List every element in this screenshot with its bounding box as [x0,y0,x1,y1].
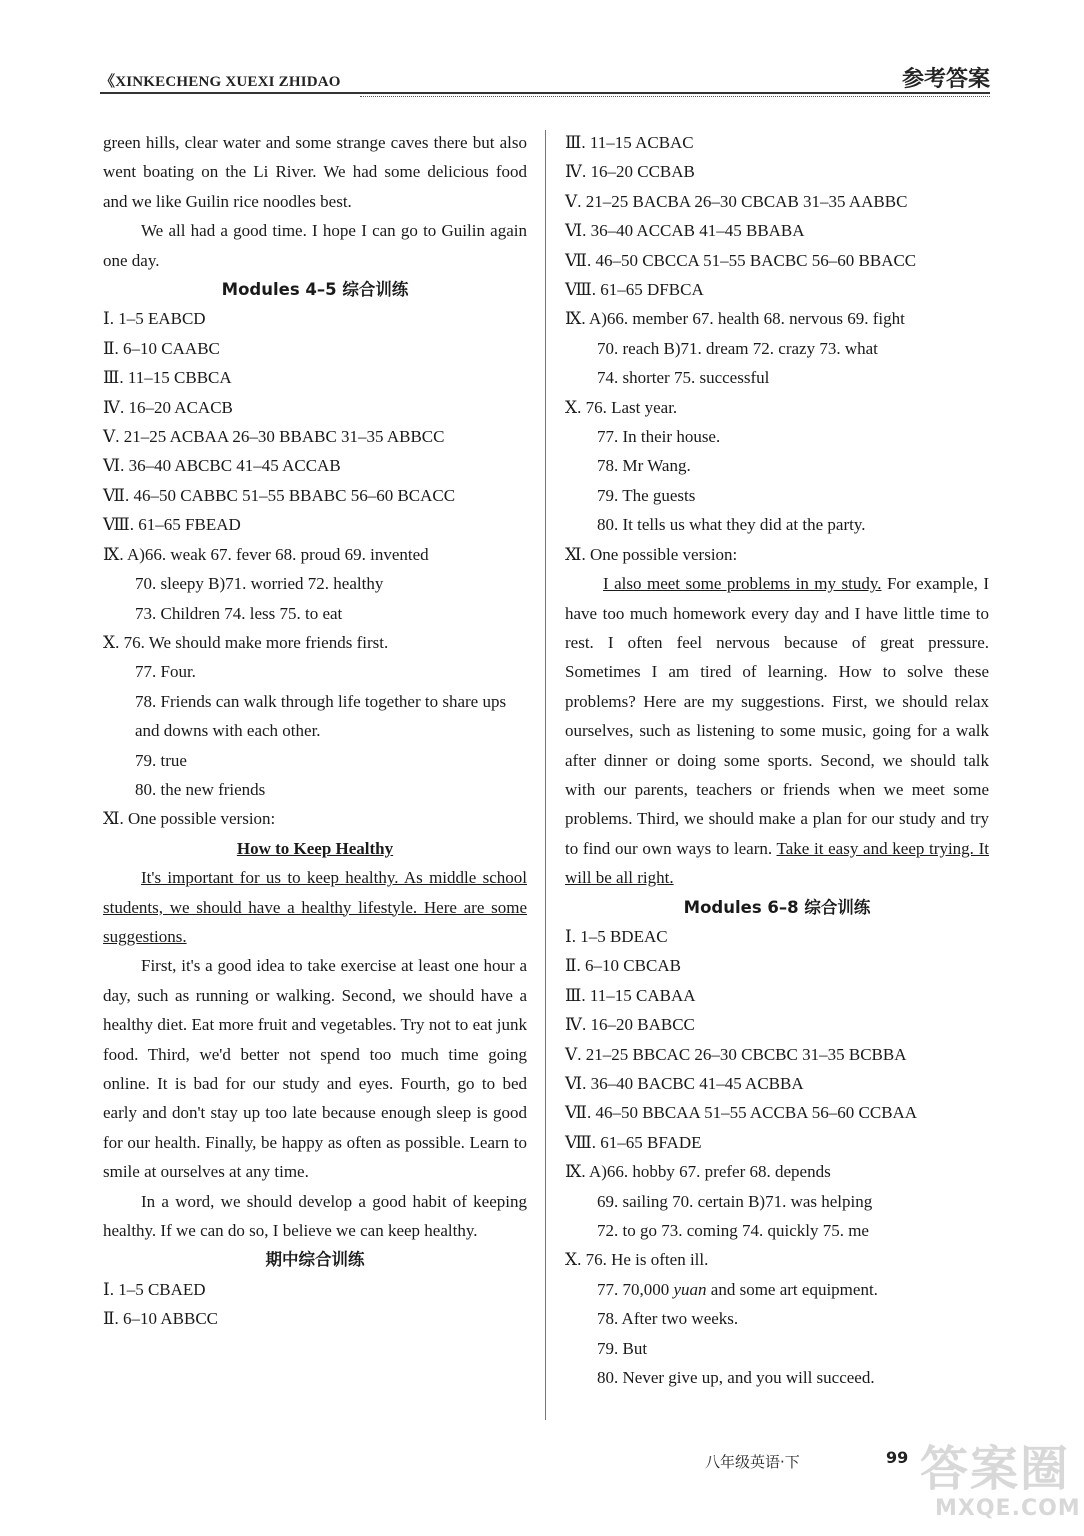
answer-line: Ⅱ. 6–10 ABBCC [103,1309,218,1329]
essay-title: How to Keep Healthy [236,838,394,858]
answer-line: Ⅶ. 46–50 BBCAA 51–55 ACCBA 56–60 CCBAA [565,1103,918,1123]
essay-intro: It's important for us to keep healthy. As middle school students, we should have a healthy lifestyle. Here are some suggestions. [103,868,527,946]
answer-line: Ⅵ. 36–40 BACBC 41–45 ACBBA [565,1074,804,1093]
answer-line: Ⅷ. 61–65 DFBCA [565,280,704,300]
answer-line: Ⅲ. 11–15 CABAA [565,985,696,1005]
answer-line: 80. the new friends [135,779,266,799]
answer-line: Ⅵ. 36–40 ABCBC 41–45 ACCAB [103,456,341,476]
answer-line: 80. Never give up, and you will succeed. [597,1368,875,1388]
essay-body-text: For example, I have too much homework every day and I have little time to rest. I often feel nervous because of great pressure. Sometimes I am tired of learning. How to solve these problems? Here are my suggestions. First, we should relax ourselves, such as listening to some music, going for a walk after dinner or doing some sports. Second, we should talk with our parents, teachers or friends when we meet some problems. Third, we should make a plan for our study and try to find our own ways to learn. [565,574,990,858]
answer-line: 78. Mr Wang. [597,456,691,476]
answer-line: Ⅵ. 36–40 ACCAB 41–45 BBABA [565,221,805,241]
watermark-url: MXQE.COM [935,1496,1081,1521]
watermark-logo-text: 答案圈 [920,1441,1071,1497]
answer-line: Ⅹ. 76. Last year. [565,397,678,417]
answer-line: 79. The guests [597,485,696,505]
essay-paragraph: In a word, we should develop a good habit of keeping healthy. If we can do so, I believe we can keep healthy. [103,1191,527,1241]
answer-line: Ⅱ. 6–10 CBCAB [565,956,681,976]
answer-line: 73. Children 74. less 75. to eat [135,603,343,623]
column-divider [545,130,546,1420]
essay-paragraph: First, it's a good idea to take exercise at least one hour a day, such as running or walking. Second, we should have a healthy diet. Eat more fruit and vegetables. Try not to eat junk food. Third, we'd better not spend too much time going online. It is bad for our study and eyes. Fourth, go to bed early and don't stay up too late because enough sleep is good for our health. Finally, be happy as often as possible. Learn to smile at ourselves at any time. [103,956,527,1182]
answer-line: Ⅳ. 16–20 CCBAB [565,162,695,182]
answer-text: 77. 70,000 [597,1279,674,1299]
header-dotted-rule [360,96,990,97]
section-heading: Modules 4–5 综合训练 [221,280,409,300]
answer-line: 77. Four. [135,662,196,682]
page-header [100,62,990,102]
answer-line: Ⅴ. 21–25 ACBAA 26–30 BBABC 31–35 ABBCC [103,427,445,447]
section-title: 参考答案 [901,67,990,92]
answer-text: and some art equipment. [706,1279,878,1299]
series-brand: 《XINKECHENG XUEXI ZHIDAO [100,74,341,90]
answer-line: 80. It tells us what they did at the party. [597,515,866,535]
answer-line: Ⅰ. 1–5 BDEAC [565,926,668,946]
answer-line [103,687,527,746]
answer-line: 72. to go 73. coming 74. quickly 75. me [597,1221,869,1241]
answer-text: 78. Friends can walk through life together to share ups and downs with each other. [135,691,507,741]
answer-line: Ⅹ. 76. We should make more friends first. [103,632,389,652]
answer-text-italic: yuan [673,1279,707,1299]
answer-line: Ⅺ. One possible version: [103,809,276,829]
answer-line: Ⅳ. 16–20 BABCC [565,1015,695,1035]
answer-line: 79. true [135,750,187,770]
essay-underlined-text: Take it easy and keep trying. It will be all right. [565,838,989,888]
answer-line: Ⅷ. 61–65 FBEAD [103,515,241,535]
page-number: 99 [886,1448,909,1467]
answer-line: Ⅰ. 1–5 EABCD [103,309,206,329]
right-column [565,128,989,1392]
header-rule [100,92,990,94]
answer-line: Ⅺ. One possible version: [565,544,738,564]
watermark [905,1430,1081,1530]
answer-line: Ⅸ. A)66. member 67. health 68. nervous 69. fight [565,309,905,329]
answer-line: 74. shorter 75. successful [597,368,770,388]
answer-line: Ⅸ. A)66. hobby 67. prefer 68. depends [565,1162,831,1182]
answer-line: Ⅴ. 21–25 BACBA 26–30 CBCAB 31–35 AABBC [565,191,908,211]
essay-underlined-text: I also meet some problems in my study. [603,574,882,594]
answer-line: Ⅸ. A)66. weak 67. fever 68. proud 69. invented [103,544,429,564]
answer-line: Ⅱ. 6–10 CAABC [103,338,220,358]
answer-line: 77. In their house. [597,427,721,447]
essay-paragraph: green hills, clear water and some strange caves there but also went boating on the Li River. We had some delicious food and we like Guilin rice noodles best. [103,133,527,211]
answer-line: Ⅶ. 46–50 CBCCA 51–55 BACBC 56–60 BBACC [565,250,917,270]
left-column [103,128,527,1334]
essay-paragraph: We all had a good time. I hope I can go to Guilin again one day. [103,221,527,270]
answer-line: Ⅳ. 16–20 ACACB [103,397,233,417]
answer-line: 78. After two weeks. [597,1309,739,1329]
section-heading: 期中综合训练 [265,1250,365,1270]
answer-line: Ⅲ. 11–15 CBBCA [103,368,232,388]
answer-line: Ⅲ. 11–15 ACBAC [565,133,694,152]
answer-line: 69. sailing 70. certain B)71. was helping [597,1191,873,1211]
essay-paragraph [565,569,989,892]
answer-line: 79. But [597,1338,648,1358]
answer-line: Ⅰ. 1–5 CBAED [103,1279,206,1299]
answer-line [565,1275,989,1304]
answer-line: Ⅴ. 21–25 BBCAC 26–30 CBCBC 31–35 BCBBA [565,1044,907,1064]
answer-line: Ⅷ. 61–65 BFADE [565,1132,702,1152]
answer-line: Ⅶ. 46–50 CABBC 51–55 BBABC 56–60 BCACC [103,485,456,505]
answer-line: 70. reach B)71. dream 72. crazy 73. what [597,338,878,358]
section-heading: Modules 6–8 综合训练 [683,897,871,917]
answer-line: Ⅹ. 76. He is often ill. [565,1250,709,1270]
footer-book-title: 八年级英语·下 [705,1453,800,1471]
answer-line: 70. sleepy B)71. worried 72. healthy [135,574,384,594]
